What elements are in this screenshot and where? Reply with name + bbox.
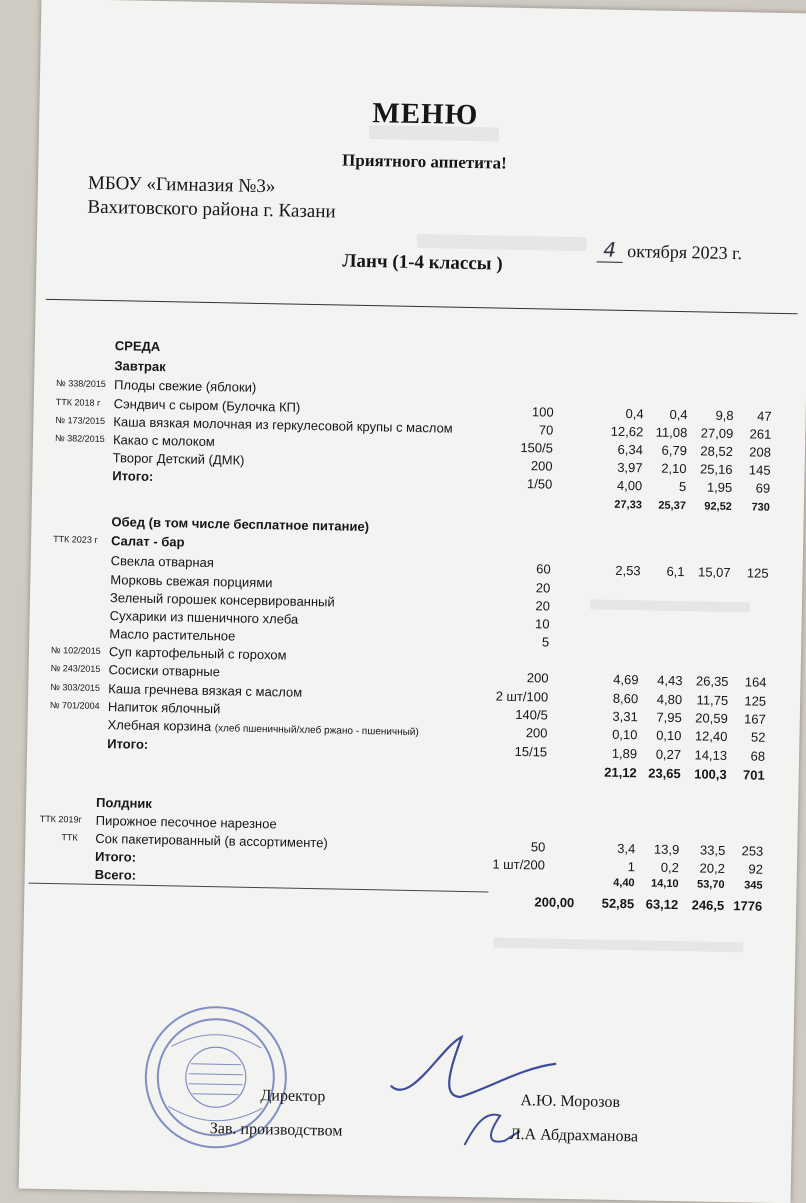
protein-value: 6,34 [617, 441, 644, 458]
carb-value: 12,40 [694, 728, 728, 745]
grand-protein: 52,85 [601, 895, 635, 912]
director-name: А.Ю. Морозов [520, 1092, 621, 1112]
dish-weight: 1/50 [526, 476, 553, 492]
carb-value: 25,16 [699, 461, 733, 478]
day-label: СРЕДА [114, 338, 161, 355]
dish-name-note: (хлеб пшеничный/хлеб ржано - пшеничный) [214, 723, 419, 739]
date-day: 4 [597, 237, 623, 262]
dish-weight: 2 шт/100 [495, 688, 549, 705]
dish-weight: 10 [534, 616, 550, 632]
dish-weight: 100 [531, 404, 554, 420]
protein-value: 2,53 [615, 562, 641, 579]
protein-value: 12,62 [610, 423, 644, 440]
lunch-total-label: Итого: [107, 736, 149, 752]
dish-name: Сосиски отварные [108, 662, 221, 680]
fat-value: 0,10 [656, 727, 682, 744]
dish-weight: 60 [536, 561, 551, 577]
dish-name: Каша вязкая молочная из геркулесовой крупы с маслом [113, 414, 453, 436]
kcal-value: 125 [746, 565, 769, 581]
kcal-value: 164 [744, 674, 767, 690]
dish-name: Зеленый горошек консервированный [109, 590, 335, 610]
grand-carb: 246,5 [691, 897, 725, 913]
protein-value: 3,97 [617, 459, 643, 476]
total-fat: 25,37 [658, 499, 686, 513]
chef-title: Зав. производством [209, 1120, 343, 1140]
director-title: Директор [260, 1087, 326, 1106]
fat-value: 0,27 [655, 746, 682, 763]
recipe-code: ТТК 2019г [39, 813, 82, 825]
kcal-value: 92 [748, 861, 764, 877]
kcal-value: 47 [757, 408, 772, 424]
dish-name: Пирожное песочное нарезное [95, 812, 277, 832]
carb-value: 33,5 [699, 842, 726, 858]
dish-name: Масло растительное [109, 626, 236, 644]
total-kcal: 345 [744, 879, 763, 892]
dish-name: Плоды свежие (яблоки) [113, 377, 257, 395]
fat-value: 7,95 [656, 709, 682, 726]
fat-value: 4,80 [656, 691, 683, 708]
kcal-value: 52 [750, 729, 766, 745]
dish-name: Напиток яблочный [107, 699, 221, 717]
carb-value: 27,09 [700, 425, 734, 442]
total-protein: 27,33 [614, 498, 642, 512]
carb-value: 20,2 [699, 860, 726, 876]
recipe-code: № 173/2015 [55, 415, 106, 426]
recipe-code: № 338/2015 [56, 378, 106, 390]
date-rest: октября 2023 г. [627, 240, 743, 264]
school-line-1: МБОУ «Гимназия №3» [87, 172, 276, 198]
salad-heading: Салат - бар [110, 533, 185, 550]
grand-fat: 63,12 [645, 896, 679, 913]
dish-name: Сок пакетированный (в ассортименте) [95, 830, 328, 851]
dish-weight: 1 шт/200 [492, 856, 546, 873]
protein-value: 3,31 [612, 708, 638, 725]
carb-value: 20,59 [695, 710, 728, 727]
dish-weight: 5 [541, 634, 550, 650]
dish-name: Свекла отварная [110, 553, 215, 571]
dish-weight: 15/15 [514, 743, 548, 760]
kcal-value: 167 [743, 711, 766, 727]
dish-weight: 200 [526, 670, 549, 686]
recipe-code: № 102/2015 [50, 645, 101, 656]
carb-value: 11,75 [696, 692, 729, 709]
fat-value: 0,4 [669, 406, 688, 423]
total-fat: 23,65 [648, 765, 681, 782]
kcal-value: 261 [749, 426, 772, 442]
total-fat: 14,10 [650, 877, 679, 891]
dish-name: Творог Детский (ДМК) [112, 450, 245, 468]
fat-value: 11,08 [655, 424, 688, 441]
dish-name: Какао с молоком [112, 432, 215, 450]
grand-weight: 200,00 [534, 894, 575, 911]
recipe-code: ТТК [61, 832, 78, 843]
protein-value: 1,89 [611, 745, 638, 762]
dish-weight: 20 [535, 598, 551, 614]
kcal-value: 68 [750, 748, 766, 764]
kcal-value: 208 [749, 444, 772, 460]
protein-value: 4,69 [613, 671, 639, 688]
carb-value: 26,35 [695, 673, 729, 690]
fat-value: 4,43 [657, 672, 683, 689]
protein-value: 8,60 [612, 690, 639, 707]
recipe-code: № 303/2015 [50, 681, 101, 693]
dish-name: Морковь свежая порциями [110, 572, 273, 591]
dish-name: Сэндвич с сыром (Булочка КП) [113, 396, 301, 415]
carb-value: 9,8 [715, 407, 734, 424]
fat-value: 6,1 [666, 563, 685, 580]
grand-total-label: Всего: [94, 866, 137, 883]
recipe-code: № 701/2004 [49, 699, 100, 711]
carb-value: 1,95 [706, 479, 733, 496]
lunch-heading: Обед (в том числе бесплатное питание) [111, 514, 370, 535]
kcal-value: 69 [755, 480, 771, 496]
kcal-value: 253 [741, 843, 764, 859]
snack-total-label: Итого: [94, 848, 137, 865]
protein-value: 3,4 [617, 840, 636, 857]
total-protein: 4,40 [613, 876, 635, 890]
fat-value: 0,2 [660, 859, 680, 876]
page-title: МЕНЮ [372, 97, 479, 132]
grand-kcal: 1776 [733, 898, 763, 914]
carb-value: 15,07 [697, 564, 731, 581]
dish-weight: 70 [538, 422, 554, 438]
carb-value: 14,13 [694, 747, 728, 763]
carb-value: 28,52 [700, 443, 734, 460]
total-protein: 21,12 [604, 764, 637, 781]
dish-name-main: Хлебная корзина [107, 717, 212, 735]
dish-weight: 150/5 [520, 439, 554, 456]
total-carb: 92,52 [704, 500, 732, 514]
recipe-code: ТТК 2018 г [55, 397, 101, 408]
fat-value: 13,9 [653, 841, 680, 858]
fat-value: 6,79 [661, 442, 688, 459]
dish-name: Суп картофельный с горохом [108, 644, 287, 663]
kcal-value: 125 [744, 693, 767, 709]
page-subtitle: Приятного аппетита! [341, 150, 507, 173]
total-carb: 100,3 [694, 766, 727, 782]
recipe-code: № 243/2015 [50, 662, 101, 674]
protein-value: 4,00 [616, 477, 643, 494]
menu-table [19, 0, 806, 1203]
dish-weight: 200 [525, 725, 548, 741]
protein-value: 0,4 [625, 405, 644, 422]
total-kcal: 701 [742, 767, 765, 783]
fat-value: 5 [678, 479, 687, 495]
breakfast-total-label: Итого: [112, 468, 154, 484]
dish-name: Сухарики из пшеничного хлеба [109, 608, 299, 627]
school-line-2: Вахитовского района г. Казани [87, 196, 336, 223]
total-kcal: 730 [751, 501, 770, 514]
meal-type: Ланч (1-4 классы ) [342, 250, 503, 275]
dish-weight: 200 [530, 458, 553, 474]
dish-weight: 50 [530, 839, 546, 855]
dish-weight: 140/5 [515, 706, 548, 723]
dish-name: Каша гречнева вязкая с маслом [108, 681, 303, 700]
snack-heading: Полдник [95, 794, 153, 811]
menu-sheet [19, 0, 806, 1203]
kcal-value: 145 [748, 462, 771, 478]
protein-value: 1 [627, 859, 636, 875]
breakfast-heading: Завтрак [114, 358, 166, 375]
protein-value: 0,10 [612, 726, 638, 743]
recipe-code: ТТК 2023 г [53, 534, 98, 545]
dish-weight: 20 [535, 580, 551, 596]
fat-value: 2,10 [661, 460, 687, 477]
total-carb: 53,70 [696, 878, 725, 891]
recipe-code: № 382/2015 [54, 433, 105, 444]
chef-name: Л.А Абдрахманова [509, 1125, 639, 1146]
